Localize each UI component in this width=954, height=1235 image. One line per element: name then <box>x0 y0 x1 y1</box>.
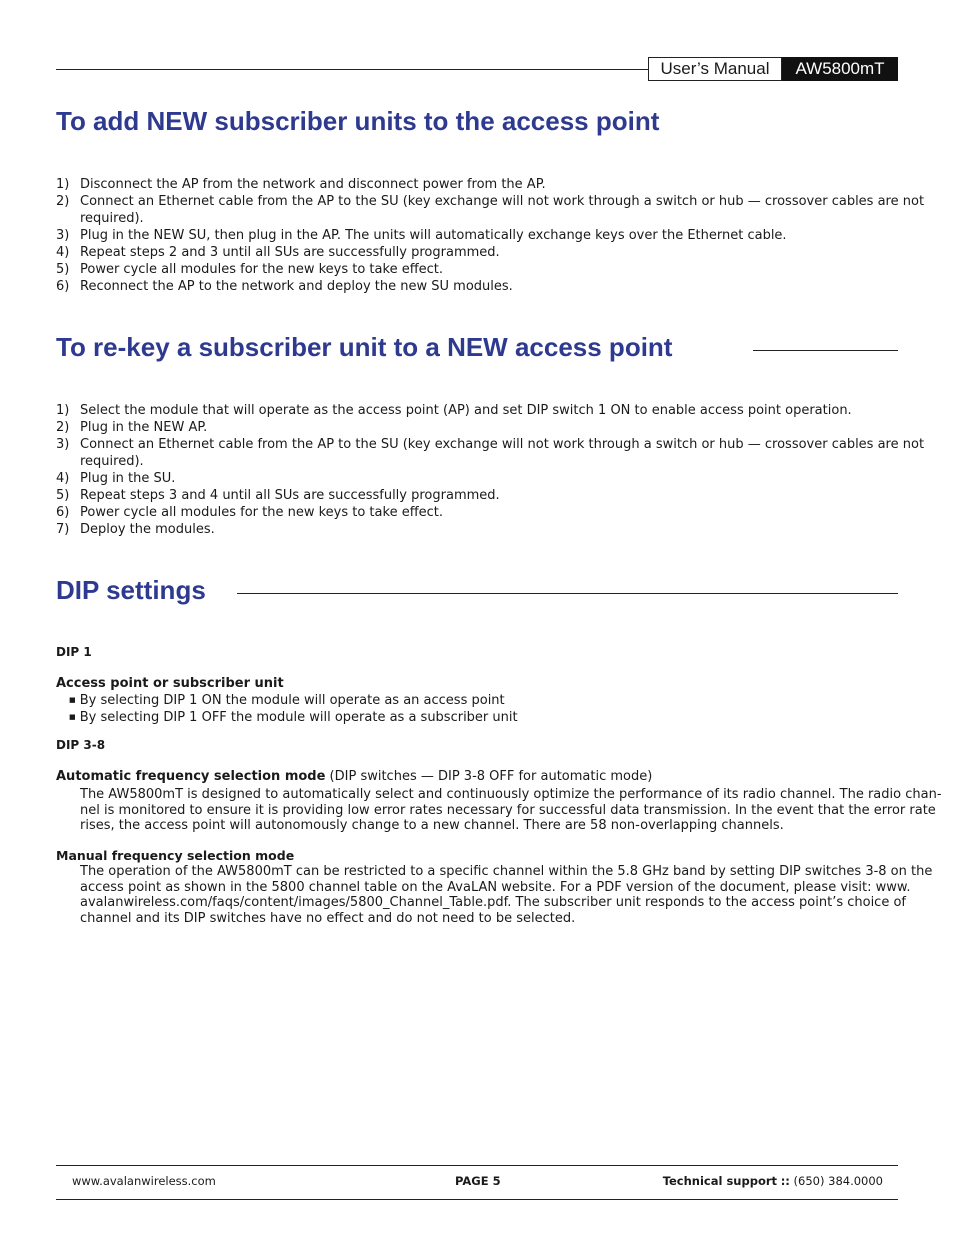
footer-website: www.avalanwireless.com <box>72 1174 216 1188</box>
dip1-label: DIP 1 <box>56 645 92 659</box>
bullet-icon: ■ <box>69 713 76 721</box>
dip1-bullet-item: ■ By selecting DIP 1 ON the module will operate as an access point <box>69 693 505 708</box>
step-number: 3) <box>56 228 70 243</box>
step-text: Plug in the NEW SU, then plug in the AP. The units will automatically exchange keys over the Ethernet cable. <box>80 228 787 243</box>
manual-mode-paragraph: The operation of the AW5800mT can be restricted to a specific channel within the 5.8 GHz band by setting DIP switches 3-8 on the access point as shown in the 5800 channel table on the AvaLAN website. For a PDF version of the document, please visit: www. avalanwireless.com/faqs/content/images/5800_Channel_Table.pdf. The subscriber unit responds to the access point’s choice of channel and its DIP switches have no effect and do not need to be selected. <box>80 864 933 926</box>
step-number: 1) <box>56 177 70 192</box>
step-text: Select the module that will operate as the access point (AP) and set DIP switch 1 ON to enable access point operation. <box>80 403 852 418</box>
auto-mode-paragraph: The AW5800mT is designed to automatically select and continuously optimize the performance of its radio channel. The radio chan- nel is monitored to ensure it is providing low error rates necessary for successful data transmission. In the event that the error rate rises, the access point will autonomously change to a new channel. There are 58 non-overlapping channels. <box>80 787 942 833</box>
model-label: AW5800mT <box>782 57 898 81</box>
step-number: 4) <box>56 471 70 486</box>
section-rule-dip <box>237 593 898 594</box>
step-number: 4) <box>56 245 70 260</box>
step-number: 2) <box>56 194 70 209</box>
section-rule-rekey <box>753 350 898 351</box>
step-text: Deploy the modules. <box>80 522 215 537</box>
dip38-label: DIP 3-8 <box>56 738 106 752</box>
auto-mode-heading: Automatic frequency selection mode (DIP switches — DIP 3-8 OFF for automatic mode) <box>56 769 653 784</box>
section-title-add-subscriber: To add NEW subscriber units to the access point <box>56 106 660 136</box>
step-text: Power cycle all modules for the new keys to take effect. <box>80 505 444 520</box>
footer-rule-bottom <box>56 1199 898 1200</box>
step-number: 5) <box>56 262 70 277</box>
manual-label: User’s Manual <box>648 57 782 81</box>
footer-support: Technical support :: (650) 384.0000 <box>662 1174 883 1188</box>
section-title-dip-settings: DIP settings <box>56 575 206 605</box>
step-number: 5) <box>56 488 70 503</box>
step-number: 2) <box>56 420 70 435</box>
section-title-rekey: To re-key a subscriber unit to a NEW access point <box>56 332 673 362</box>
step-text: Power cycle all modules for the new keys to take effect. <box>80 262 444 277</box>
step-text: Connect an Ethernet cable from the AP to the SU (key exchange will not work through a switch or hub — crossover cables are not required). <box>80 437 925 469</box>
step-text: Plug in the NEW AP. <box>80 420 208 435</box>
footer-rule-top <box>56 1165 898 1166</box>
dip1-bullet-item: ■ By selecting DIP 1 OFF the module will operate as a subscriber unit <box>69 710 518 725</box>
step-number: 6) <box>56 505 70 520</box>
step-number: 7) <box>56 522 70 537</box>
header-rule <box>56 69 648 70</box>
step-text: Repeat steps 3 and 4 until all SUs are successfully programmed. <box>80 488 500 503</box>
bullet-icon: ■ <box>69 696 76 704</box>
step-text: Disconnect the AP from the network and disconnect power from the AP. <box>80 177 546 192</box>
step-number: 1) <box>56 403 70 418</box>
step-text: Connect an Ethernet cable from the AP to the SU (key exchange will not work through a switch or hub — crossover cables are not required). <box>80 194 925 226</box>
step-text: Repeat steps 2 and 3 until all SUs are successfully programmed. <box>80 245 500 260</box>
manual-mode-heading: Manual frequency selection mode <box>56 848 295 863</box>
step-number: 6) <box>56 279 70 294</box>
footer-page-number: PAGE 5 <box>455 1174 501 1188</box>
step-text: Reconnect the AP to the network and deploy the new SU modules. <box>80 279 513 294</box>
dip1-subhead: Access point or subscriber unit <box>56 676 284 691</box>
step-text: Plug in the SU. <box>80 471 176 486</box>
step-number: 3) <box>56 437 70 452</box>
